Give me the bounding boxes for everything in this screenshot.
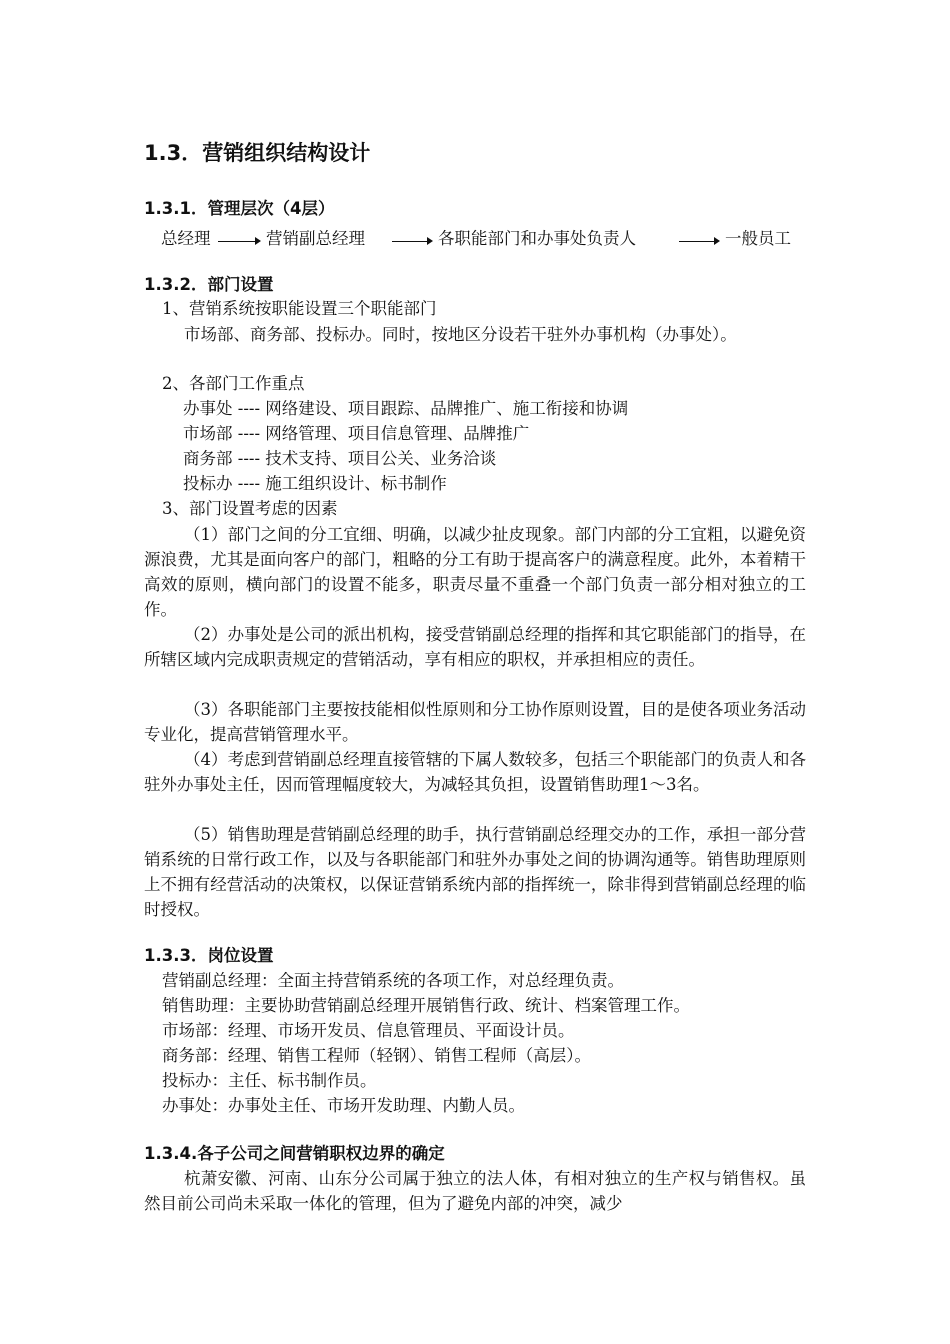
focus-commerce: 商务部 ---- 技术支持、项目公关、业务洽谈 — [183, 449, 497, 468]
management-hierarchy — [0, 225, 950, 251]
post-commerce-dept: 商务部：经理、销售工程师（轻钢）、销售工程师（高层）。 — [162, 1046, 591, 1065]
item1-body: 市场部、商务部、投标办。同时，按地区分设若干驻外办事机构（办事处）。 — [184, 325, 737, 344]
post-market-dept: 市场部：经理、市场开发员、信息管理员、平面设计员。 — [162, 1021, 575, 1040]
factor-4: （4）考虑到营销副总经理直接管辖的下属人数较多，包括三个职能部门的负责人和各驻外办事处主任，因而管理幅度较大，为减轻其负担，设置销售助理1～3名。 — [144, 750, 806, 794]
factor-2: （2）办事处是公司的派出机构，接受营销副总经理的指挥和其它职能部门的指导，在所辖区域内完成职责规定的营销活动，享有相应的职权，并承担相应的责任。 — [144, 625, 806, 669]
factor-3: （3）各职能部门主要按技能相似性原则和分工协作原则设置，目的是使各项业务活动专业化，提高营销管理水平。 — [144, 700, 806, 744]
section-title: 1.3．营销组织结构设计 — [144, 141, 371, 165]
post-branch-office: 办事处：办事处主任、市场开发助理、内勤人员。 — [162, 1096, 525, 1115]
heading-management-levels: 1.3.1．管理层次（4层） — [144, 199, 335, 218]
item1-title: 1、营销系统按职能设置三个职能部门 — [162, 299, 437, 318]
level-general-manager: 总经理 — [161, 229, 211, 248]
item2-title: 2、各部门工作重点 — [162, 374, 305, 393]
post-bidding-office: 投标办：主任、标书制作员。 — [162, 1071, 377, 1090]
post-marketing-vp: 营销副总经理：全面主持营销系统的各项工作，对总经理负责。 — [162, 971, 624, 990]
arrow-right-icon — [392, 241, 428, 242]
heading-subsidiary-boundaries: 1.3.4.各子公司之间营销职权边界的确定 — [144, 1144, 445, 1163]
focus-market: 市场部 ---- 网络管理、项目信息管理、品牌推广 — [183, 424, 530, 443]
focus-bidding: 投标办 ---- 施工组织设计、标书制作 — [183, 474, 447, 493]
heading-post-setup: 1.3.3．岗位设置 — [144, 946, 274, 965]
level-dept-heads: 各职能部门和办事处负责人 — [438, 229, 636, 248]
factor-5: （5）销售助理是营销副总经理的助手，执行营销副总经理交办的工作，承担一部分营销系统的日常行政工作，以及与各职能部门和驻外办事处之间的协调沟通等。销售助理原则上不拥有经营活动的决策权，以保证营销系统内部的指挥统一，除非得到营销副总经理的临时授权。 — [144, 825, 806, 919]
post-sales-assistant: 销售助理：主要协助营销副总经理开展销售行政、统计、档案管理工作。 — [162, 996, 690, 1015]
focus-office: 办事处 ---- 网络建设、项目跟踪、品牌推广、施工衔接和协调 — [183, 399, 629, 418]
factor-1: （1）部门之间的分工宜细、明确，以减少扯皮现象。部门内部的分工宜粗，以避免资源浪费，尤其是面向客户的部门，粗略的分工有助于提高客户的满意程度。此外，本着精干高效的原则，横向部门的设置不能多，职责尽量不重叠一个部门负责一部分相对独立的工作。 — [144, 525, 806, 619]
arrow-right-icon — [218, 241, 256, 242]
level-marketing-vp: 营销副总经理 — [266, 229, 365, 248]
subsidiary-body: 杭萧安徽、河南、山东分公司属于独立的法人体，有相对独立的生产权与销售权。虽然目前公司尚未采取一体化的管理，但为了避免内部的冲突，减少 — [144, 1169, 806, 1213]
arrow-right-icon — [679, 241, 715, 242]
heading-department-setup: 1.3.2．部门设置 — [144, 275, 274, 294]
item3-title: 3、部门设置考虑的因素 — [162, 499, 338, 518]
level-staff: 一般员工 — [725, 229, 791, 248]
